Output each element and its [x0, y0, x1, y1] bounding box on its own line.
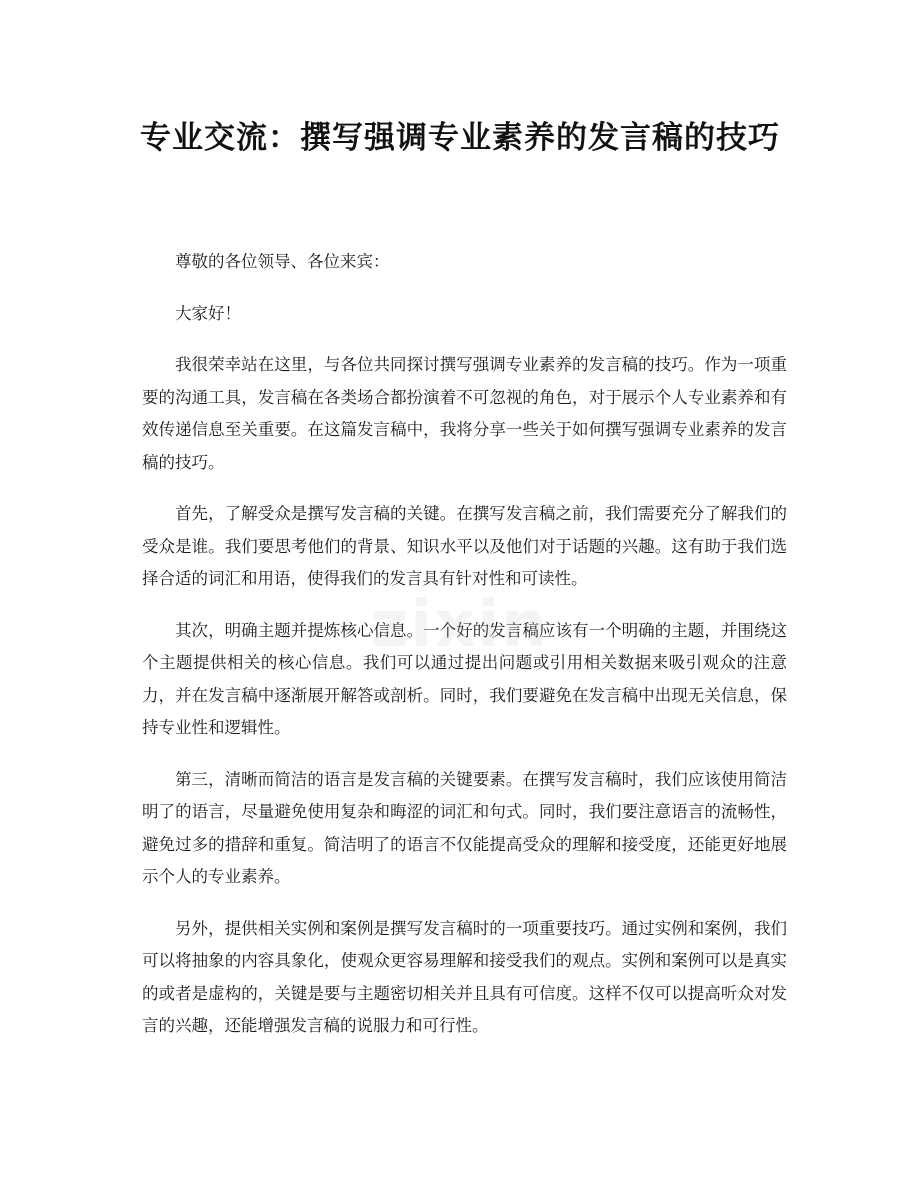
audience-paragraph: 首先，了解受众是撰写发言稿的关键。在撰写发言稿之前，我们需要充分了解我们的受众是谁。我们要思考他们的背景、知识水平以及他们对于话题的兴趣。这有助于我们选择合适的词汇和用语，使得我们的发言具有针对性和可读性。 — [142, 504, 787, 588]
salutation-paragraph: 尊敬的各位领导、各位来宾： — [175, 252, 390, 271]
document-body — [142, 246, 787, 1062]
greeting-paragraph: 大家好！ — [175, 303, 241, 323]
intro-paragraph: 我很荣幸站在这里，与各位共同探讨撰写强调专业素养的发言稿的技巧。作为一项重要的沟通工具，发言稿在各类场合都扮演着不可忽视的角色，对于展示个人专业素养和有效传递信息至关重要。在这篇发言稿中，我将分享一些关于如何撰写强调专业素养的发言稿的技巧。 — [142, 355, 787, 472]
watermark-logo: zixin — [371, 588, 549, 662]
theme-paragraph: 其次，明确主题并提炼核心信息。一个好的发言稿应该有一个明确的主题，并围绕这个主题提供相关的核心信息。我们可以通过提出问题或引用相关数据来吸引观众的注意力，并在发言稿中逐渐展开解答或剖析。同时，我们要避免在发言稿中出现无关信息，保持专业性和逻辑性。 — [142, 620, 787, 737]
examples-paragraph: 另外，提供相关实例和案例是撰写发言稿时的一项重要技巧。通过实例和案例，我们可以将抽象的内容具象化，使观众更容易理解和接受我们的观点。实例和案例可以是真实的或者是虚构的，关键是要与主题密切相关并且具有可信度。这样不仅可以提高听众对发言的兴趣，还能增强发言稿的说服力和可行性。 — [142, 918, 787, 1035]
document-title: 专业交流：撰写强调专业素养的发言稿的技巧 — [140, 120, 780, 156]
language-paragraph: 第三，清晰而简洁的语言是发言稿的关键要素。在撰写发言稿时，我们应该使用简洁明了的语言，尽量避免使用复杂和晦涩的词汇和句式。同时，我们要注意语言的流畅性，避免过多的措辞和重复。简洁明了的语言不仅能提高受众的理解和接受度，还能更好地展示个人的专业素养。 — [142, 769, 787, 886]
